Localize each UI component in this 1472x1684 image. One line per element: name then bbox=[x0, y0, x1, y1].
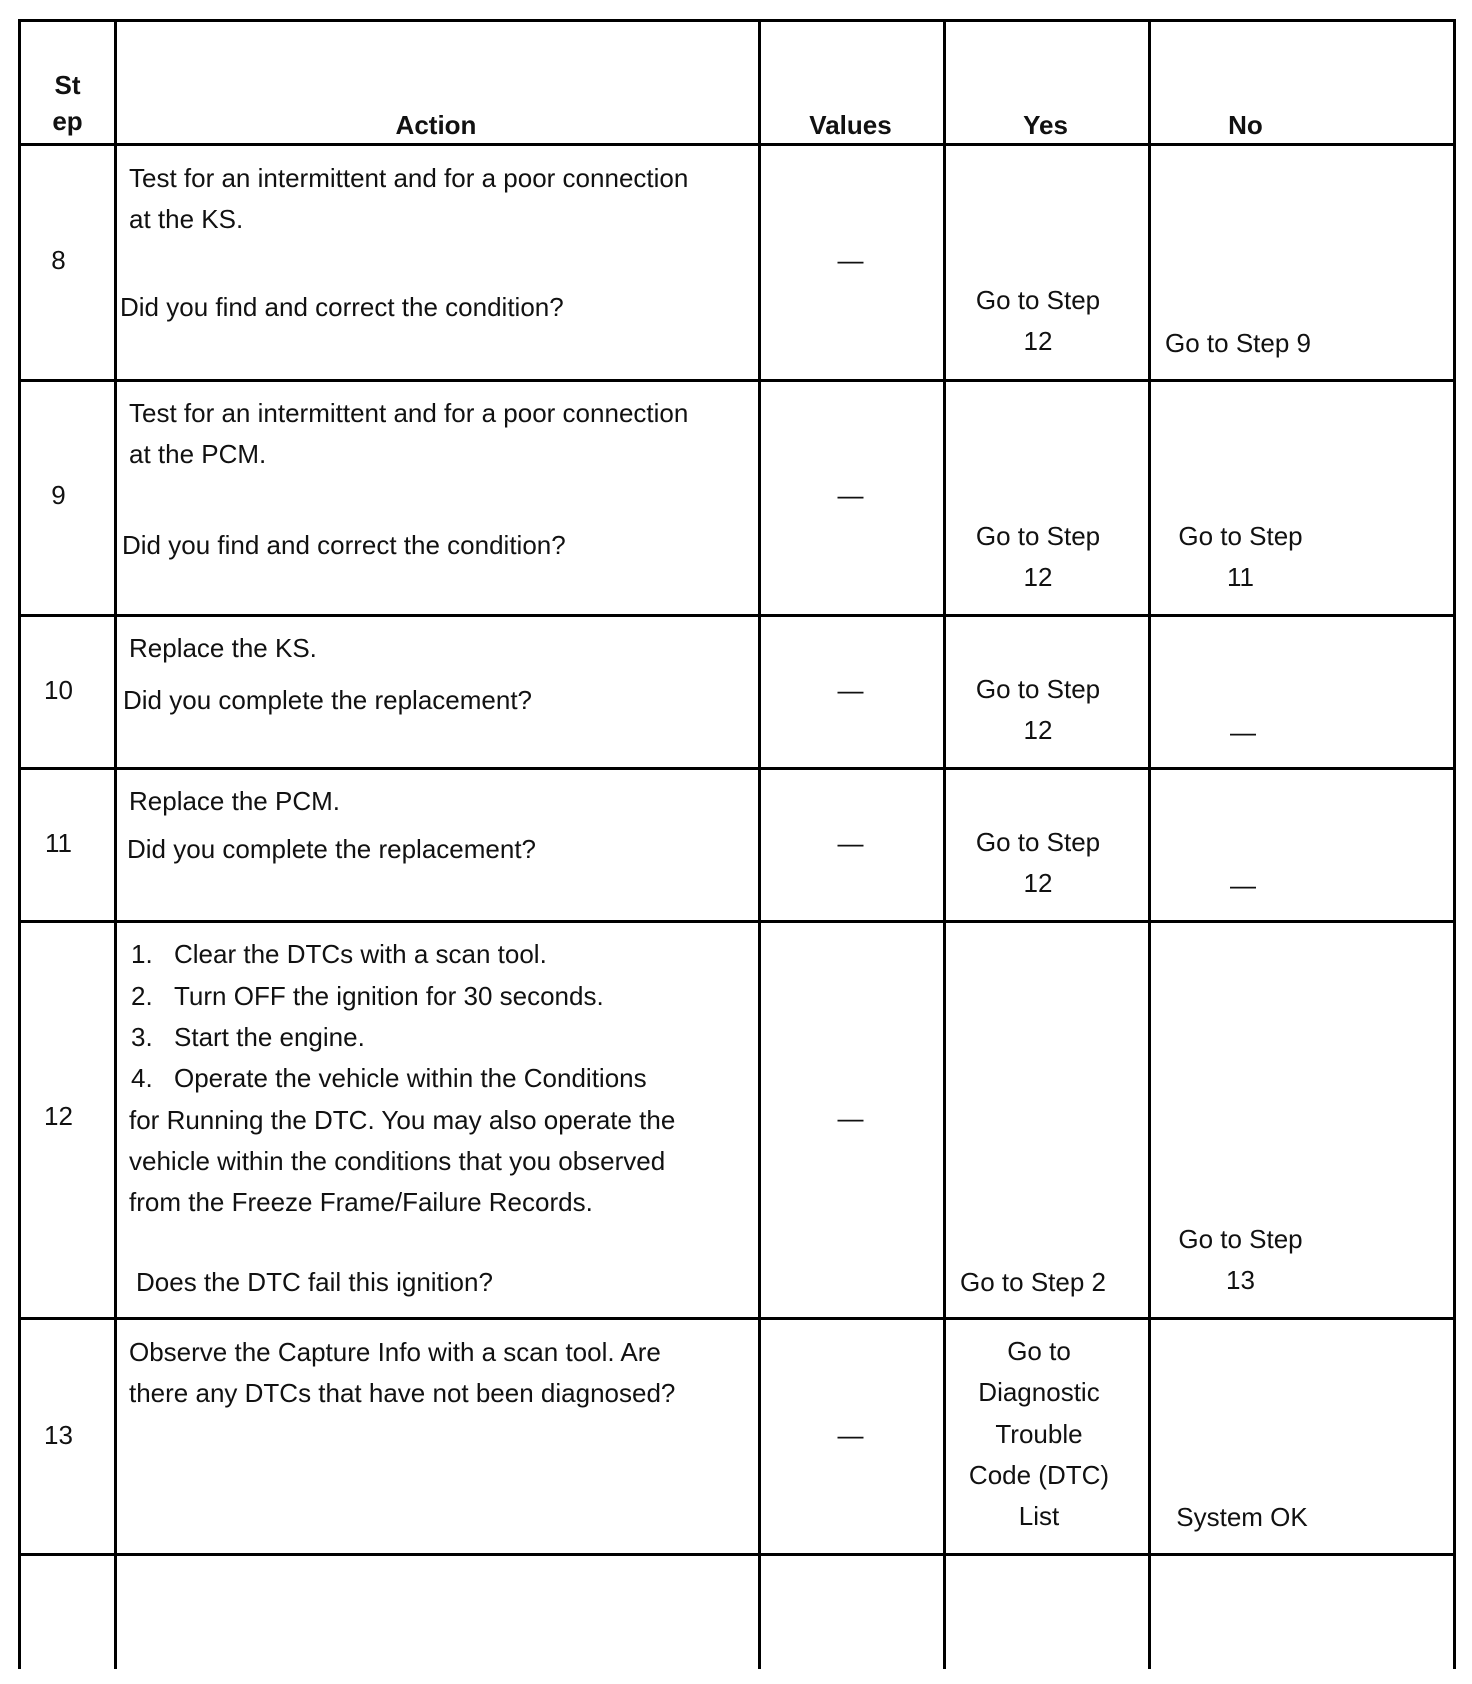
step-number: 13 bbox=[44, 1420, 73, 1450]
row-divider bbox=[21, 1553, 1453, 1556]
row-divider bbox=[21, 767, 1453, 770]
action-text: vehicle within the conditions that you observed bbox=[129, 1146, 666, 1176]
action-text: at the PCM. bbox=[129, 439, 267, 469]
action-text: Replace the KS. bbox=[129, 633, 317, 663]
action-text: Test for an intermittent and for a poor connection bbox=[129, 398, 689, 428]
row-divider bbox=[21, 920, 1453, 923]
header-values: Values bbox=[809, 110, 892, 140]
no-cell: Go to Step 11 bbox=[1178, 521, 1303, 592]
action-text: for Running the DTC. You may also operate the bbox=[129, 1105, 676, 1135]
row-divider bbox=[21, 614, 1453, 617]
yes-cell: Go to Step 12 bbox=[975, 521, 1101, 592]
header-no: No bbox=[1228, 110, 1263, 140]
yes-cell: Go to Step 12 bbox=[975, 285, 1101, 356]
values-cell: — bbox=[837, 1420, 864, 1450]
no-cell: — bbox=[1230, 870, 1256, 900]
step-number: 11 bbox=[45, 828, 72, 858]
no-cell: Go to Step 13 bbox=[1178, 1224, 1303, 1295]
no-cell: — bbox=[1230, 717, 1256, 747]
values-cell: — bbox=[837, 675, 864, 705]
col-divider bbox=[1148, 22, 1151, 1669]
action-question: Did you find and correct the condition? bbox=[120, 292, 564, 322]
action-text: from the Freeze Frame/Failure Records. bbox=[129, 1187, 593, 1217]
step-number: 8 bbox=[51, 245, 66, 275]
action-text: there any DTCs that have not been diagnosed? bbox=[129, 1378, 676, 1408]
action-question: Did you complete the replacement? bbox=[127, 834, 537, 864]
step-number: 9 bbox=[51, 480, 66, 510]
no-cell: System OK bbox=[1176, 1502, 1308, 1532]
list-marker: 2. bbox=[131, 981, 153, 1011]
values-cell: — bbox=[837, 1103, 864, 1133]
action-question: Does the DTC fail this ignition? bbox=[136, 1267, 493, 1297]
step-number: 12 bbox=[44, 1101, 73, 1131]
col-divider bbox=[114, 22, 117, 1669]
list-marker: 4. bbox=[131, 1063, 153, 1093]
no-cell: Go to Step 9 bbox=[1165, 328, 1311, 358]
yes-cell: Go to Step 12 bbox=[975, 674, 1101, 745]
list-marker: 3. bbox=[131, 1022, 153, 1052]
yes-cell: Go to Step 12 bbox=[975, 827, 1101, 898]
list-marker: 1. bbox=[131, 939, 153, 969]
row-divider bbox=[21, 1317, 1453, 1320]
row-divider bbox=[21, 379, 1453, 382]
values-cell: — bbox=[837, 828, 864, 858]
action-text: Observe the Capture Info with a scan tool. Are bbox=[129, 1337, 661, 1367]
yes-cell: Go to Diagnostic Trouble Code (DTC) List bbox=[968, 1336, 1110, 1532]
action-text: Operate the vehicle within the Conditions bbox=[174, 1063, 647, 1093]
action-text: Turn OFF the ignition for 30 seconds. bbox=[174, 981, 604, 1011]
header-yes: Yes bbox=[1023, 110, 1068, 140]
yes-cell: Go to Step 2 bbox=[960, 1267, 1106, 1297]
step-number: 10 bbox=[44, 675, 73, 705]
action-question: Did you complete the replacement? bbox=[123, 685, 533, 715]
header-action: Action bbox=[395, 110, 477, 140]
action-text: Clear the DTCs with a scan tool. bbox=[174, 939, 547, 969]
action-text: Test for an intermittent and for a poor connection bbox=[129, 163, 689, 193]
action-question: Did you find and correct the condition? bbox=[122, 530, 566, 560]
action-text: Replace the PCM. bbox=[129, 786, 340, 816]
action-text: Start the engine. bbox=[174, 1022, 365, 1052]
header-step: St ep bbox=[52, 70, 83, 136]
values-cell: — bbox=[837, 480, 864, 510]
values-cell: — bbox=[837, 245, 864, 275]
action-text: at the KS. bbox=[129, 204, 244, 234]
